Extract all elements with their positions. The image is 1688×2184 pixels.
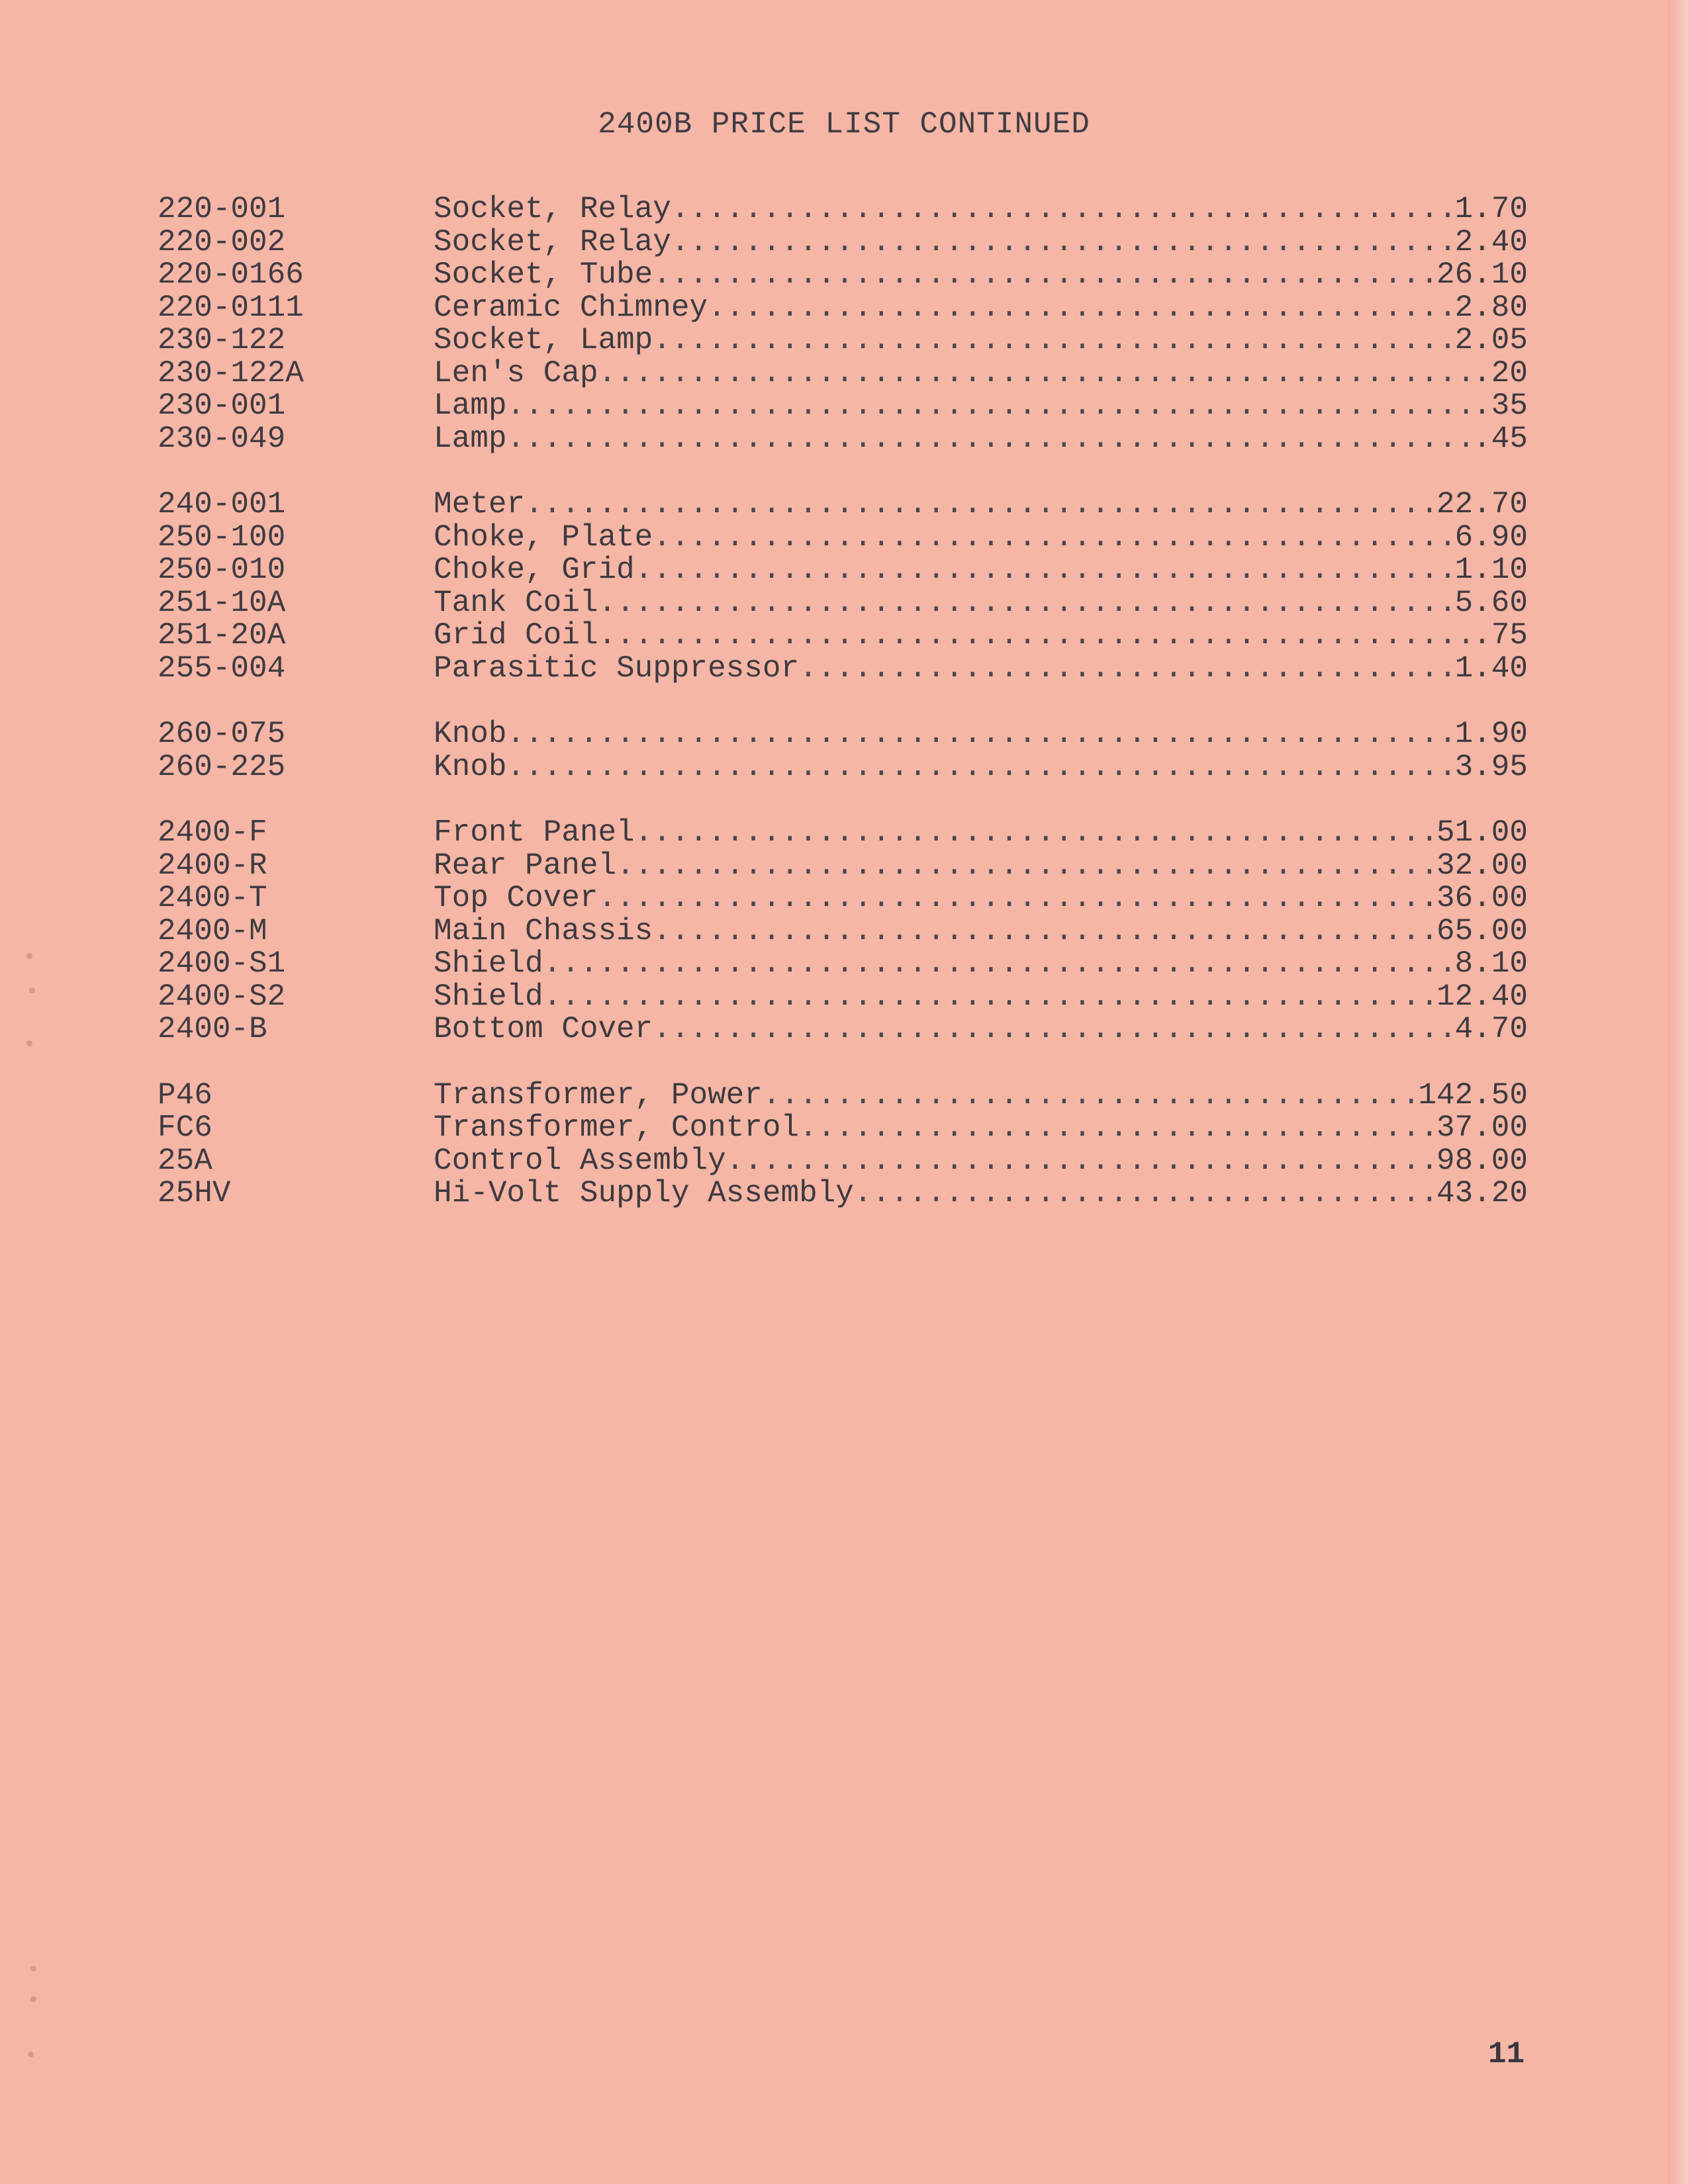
price-row — [158, 488, 1528, 522]
part-number: 251-10A — [158, 585, 286, 620]
item-description: Choke, Grid — [434, 554, 635, 587]
dot-leader — [653, 259, 1436, 292]
item-description-line — [434, 850, 1528, 883]
item-description: Socket, Relay — [434, 226, 671, 259]
dot-leader — [799, 1112, 1436, 1145]
item-price: .20 — [1473, 357, 1528, 390]
item-price: 43.20 — [1436, 1177, 1528, 1210]
item-description-line — [434, 1112, 1528, 1145]
item-description: Front Panel — [434, 817, 635, 850]
paper-edge — [1668, 0, 1688, 2184]
item-price: .75 — [1473, 619, 1528, 653]
dot-leader — [653, 522, 1454, 555]
dot-leader — [635, 817, 1436, 850]
item-description: Socket, Lamp — [434, 324, 653, 357]
dot-leader — [653, 915, 1436, 948]
item-description-line — [434, 390, 1528, 423]
item-description-line — [434, 882, 1528, 915]
part-number: 250-010 — [158, 553, 286, 587]
item-description-line — [434, 522, 1528, 555]
part-number: 251-20A — [158, 618, 286, 653]
dot-leader — [671, 226, 1455, 259]
item-description-line — [434, 488, 1528, 522]
part-number: P46 — [158, 1077, 212, 1113]
dot-leader — [598, 882, 1436, 915]
part-number: 260-225 — [158, 749, 286, 784]
price-row — [158, 193, 1528, 226]
item-description: Meter — [434, 488, 526, 522]
price-row — [158, 948, 1528, 981]
item-description-line — [434, 1079, 1528, 1113]
price-row — [158, 817, 1528, 850]
price-row — [158, 981, 1528, 1014]
price-row — [158, 390, 1528, 423]
item-price: 98.00 — [1436, 1144, 1528, 1177]
price-row — [158, 1112, 1528, 1145]
item-price: .35 — [1473, 390, 1528, 423]
dot-leader — [598, 357, 1473, 390]
part-number: 220-002 — [158, 224, 286, 259]
dot-leader — [543, 948, 1455, 981]
item-description-line — [434, 193, 1528, 226]
item-description: Rear Panel — [434, 849, 617, 882]
item-price: 8.10 — [1454, 948, 1528, 981]
part-number: 230-049 — [158, 421, 286, 456]
price-row — [158, 653, 1528, 686]
dot-leader — [506, 718, 1454, 751]
item-description-line — [434, 1177, 1528, 1210]
price-row — [158, 1177, 1528, 1210]
dot-leader — [598, 587, 1454, 620]
punch-mark — [30, 1996, 36, 2002]
price-group — [158, 718, 1528, 784]
part-number: 230-122A — [158, 355, 304, 390]
item-price: 1.90 — [1454, 718, 1528, 751]
item-price: 2.05 — [1454, 324, 1528, 357]
price-row — [158, 292, 1528, 325]
item-price: .45 — [1473, 422, 1528, 455]
item-price: 2.40 — [1454, 226, 1528, 259]
punch-mark — [28, 2052, 34, 2058]
item-description: Parasitic Suppressor — [434, 652, 800, 685]
item-description-line — [434, 653, 1528, 686]
item-description-line — [434, 1145, 1528, 1178]
dot-leader — [598, 619, 1473, 653]
part-number: FC6 — [158, 1111, 212, 1145]
item-description: Bottom Cover — [434, 1013, 653, 1046]
price-row — [158, 1145, 1528, 1178]
punch-mark — [26, 1040, 32, 1046]
page-number: 11 — [1488, 2037, 1525, 2071]
item-price: 1.40 — [1454, 652, 1528, 685]
price-row — [158, 1079, 1528, 1113]
item-price: 4.70 — [1454, 1013, 1528, 1046]
part-number: 2400-F — [158, 815, 267, 850]
price-row — [158, 587, 1528, 620]
punch-mark — [30, 1966, 36, 1972]
item-description-line — [434, 357, 1528, 390]
price-group — [158, 488, 1528, 685]
item-description-line — [434, 981, 1528, 1014]
item-description-line — [434, 718, 1528, 751]
part-number: 2400-R — [158, 848, 267, 883]
item-description-line — [434, 948, 1528, 981]
item-description: Socket, Relay — [434, 193, 671, 226]
item-description: Hi-Volt Supply Assembly — [434, 1177, 854, 1210]
dot-leader — [708, 292, 1455, 325]
item-description: Knob — [434, 718, 507, 751]
dot-leader — [543, 981, 1436, 1014]
price-row — [158, 324, 1528, 357]
price-group — [158, 193, 1528, 455]
part-number: 2400-S2 — [158, 979, 286, 1014]
part-number: 25A — [158, 1143, 212, 1178]
item-price: 65.00 — [1436, 915, 1528, 948]
dot-leader — [653, 1013, 1454, 1046]
punch-mark — [26, 953, 32, 959]
part-number: 220-0111 — [158, 290, 304, 325]
item-price: 12.40 — [1436, 980, 1528, 1013]
dot-leader — [616, 850, 1436, 883]
item-description: Transformer, Control — [434, 1112, 800, 1145]
item-price: 26.10 — [1436, 259, 1528, 292]
item-description-line — [434, 324, 1528, 357]
price-row — [158, 718, 1528, 751]
dot-leader — [506, 751, 1454, 784]
item-description-line — [434, 619, 1528, 653]
price-group — [158, 817, 1528, 1046]
item-description: Ceramic Chimney — [434, 291, 708, 324]
part-number: 240-001 — [158, 487, 286, 522]
item-description-line — [434, 226, 1528, 259]
item-price: 36.00 — [1436, 882, 1528, 915]
dot-leader — [506, 423, 1473, 456]
item-description: Shield — [434, 948, 543, 981]
price-row — [158, 915, 1528, 948]
page-title: 2400B PRICE LIST CONTINUED — [598, 107, 1090, 142]
price-row — [158, 357, 1528, 390]
item-price: 51.00 — [1436, 817, 1528, 850]
part-number: 2400-M — [158, 913, 267, 948]
item-description: Socket, Tube — [434, 259, 653, 292]
item-description-line — [434, 587, 1528, 620]
part-number: 220-0166 — [158, 257, 304, 292]
price-group — [158, 1079, 1528, 1210]
price-list — [158, 193, 1528, 1244]
item-description-line — [434, 817, 1528, 850]
item-description-line — [434, 292, 1528, 325]
item-price: 6.90 — [1454, 521, 1528, 554]
item-description-line — [434, 423, 1528, 456]
item-description: Top Cover — [434, 882, 598, 915]
dot-leader — [671, 193, 1455, 226]
item-description: Main Chassis — [434, 915, 653, 948]
item-price: 2.80 — [1454, 291, 1528, 324]
dot-leader — [506, 390, 1473, 423]
item-price: 5.60 — [1454, 586, 1528, 619]
dot-leader — [635, 554, 1455, 587]
part-number: 230-001 — [158, 388, 286, 423]
item-price: 1.10 — [1454, 554, 1528, 587]
dot-leader — [854, 1177, 1436, 1210]
part-number: 25HV — [158, 1176, 231, 1210]
item-description-line — [434, 915, 1528, 948]
item-description: Lamp — [434, 422, 507, 455]
price-row — [158, 226, 1528, 259]
price-row — [158, 1013, 1528, 1046]
item-description: Control Assembly — [434, 1144, 726, 1177]
item-price: 22.70 — [1436, 488, 1528, 522]
item-description: Transformer, Power — [434, 1079, 763, 1112]
part-number: 2400-S1 — [158, 946, 286, 981]
item-description: Grid Coil — [434, 619, 598, 653]
item-description-line — [434, 554, 1528, 587]
item-price: 32.00 — [1436, 849, 1528, 882]
price-row — [158, 259, 1528, 292]
dot-leader — [653, 324, 1454, 357]
price-row — [158, 882, 1528, 915]
part-number: 250-100 — [158, 520, 286, 555]
item-price: 37.00 — [1436, 1112, 1528, 1145]
punch-mark — [29, 987, 35, 993]
part-number: 255-004 — [158, 651, 286, 686]
price-row — [158, 619, 1528, 653]
item-description: Choke, Plate — [434, 521, 653, 554]
dot-leader — [763, 1079, 1418, 1113]
part-number: 2400-B — [158, 1012, 267, 1046]
price-row — [158, 554, 1528, 587]
dot-leader — [525, 488, 1436, 522]
price-row — [158, 423, 1528, 456]
price-row — [158, 850, 1528, 883]
item-description-line — [434, 259, 1528, 292]
item-price: 142.50 — [1418, 1079, 1528, 1112]
part-number: 2400-T — [158, 881, 267, 915]
part-number: 230-122 — [158, 323, 286, 357]
item-description-line — [434, 751, 1528, 784]
item-description: Shield — [434, 980, 543, 1013]
item-description: Len's Cap — [434, 357, 598, 390]
item-description: Knob — [434, 751, 507, 784]
item-price: 1.70 — [1454, 193, 1528, 226]
item-description-line — [434, 1013, 1528, 1046]
item-description: Lamp — [434, 390, 507, 423]
price-row — [158, 751, 1528, 784]
item-description: Tank Coil — [434, 586, 598, 619]
part-number: 220-001 — [158, 192, 286, 226]
part-number: 260-075 — [158, 717, 286, 751]
item-price: 3.95 — [1454, 751, 1528, 784]
price-row — [158, 522, 1528, 555]
dot-leader — [726, 1145, 1436, 1178]
dot-leader — [799, 653, 1454, 686]
